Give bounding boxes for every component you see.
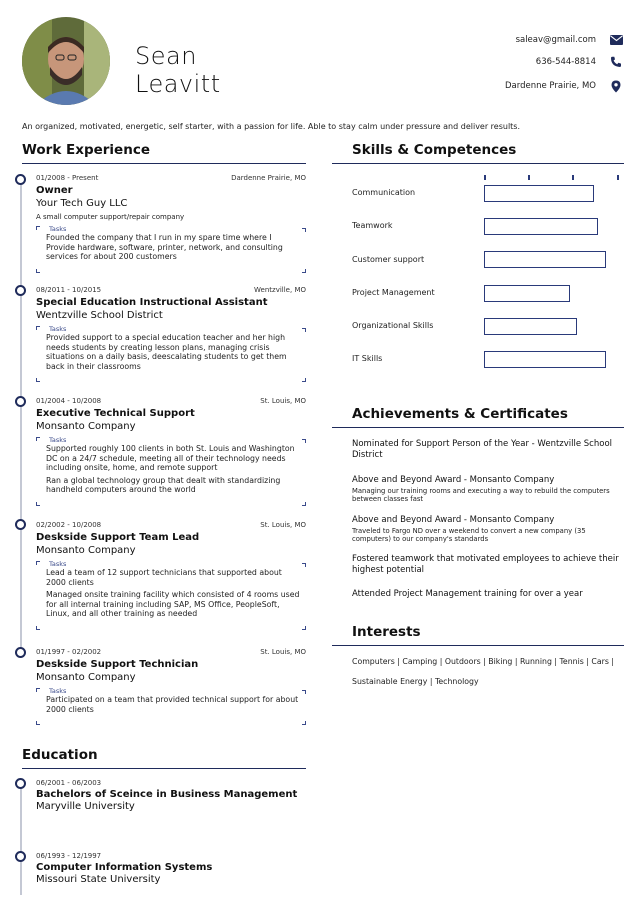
corner-bracket	[36, 502, 40, 506]
job-company: Monsanto Company	[36, 421, 136, 432]
job-location: St. Louis, MO	[260, 648, 306, 656]
job-dates: 08/2011 - 10/2015	[36, 286, 102, 294]
phone-icon	[608, 54, 624, 70]
task-item: Managed onsite training facility which consisted of 4 rooms used for all internal training including SAP, MS Office, PeopleSoft, Linux, and all other training as needed	[46, 590, 300, 618]
education-degree: Computer Information Systems	[36, 862, 213, 873]
tasks-label: Tasks	[49, 436, 67, 444]
skill-level-bar	[484, 251, 606, 268]
skill-scale-tick	[617, 175, 619, 180]
achievement-title: Nominated for Support Person of the Year - Wentzville School District	[352, 439, 613, 460]
timeline-dot	[15, 174, 26, 185]
corner-bracket	[36, 269, 40, 273]
skill-name: Communication	[352, 188, 416, 197]
job-company: Monsanto Company	[36, 545, 136, 556]
last-name: Leavitt	[135, 70, 221, 98]
contact-location	[324, 78, 624, 94]
task-item: Lead a team of 12 support technicians that supported about 2000 clients	[46, 568, 282, 587]
skill-scale-tick	[484, 175, 486, 180]
job-entry	[36, 286, 306, 382]
first-name: Sean	[135, 42, 197, 70]
phone-text[interactable]: 636-544-8814	[535, 57, 596, 67]
job-company: Wentzville School District	[36, 310, 163, 321]
corner-bracket	[36, 626, 40, 630]
job-entry	[36, 174, 306, 273]
education-rule	[22, 768, 306, 769]
corner-bracket	[302, 378, 306, 382]
achievement-item	[352, 554, 622, 576]
job-entry	[36, 648, 306, 725]
education-timeline-line	[20, 785, 22, 895]
skills-rule	[332, 163, 624, 164]
email-text[interactable]: saleav@gmail.com	[515, 35, 596, 45]
achievement-item	[352, 439, 622, 461]
tasks-label: Tasks	[49, 687, 67, 695]
achievement-detail: Managing our training rooms and executing a way to rebuild the computers between classes fast	[352, 487, 610, 503]
achievement-item	[352, 589, 622, 600]
education-dates: 06/2001 - 06/2003	[36, 779, 102, 787]
corner-bracket	[302, 502, 306, 506]
education-heading: Education	[22, 747, 98, 763]
tasks-box	[36, 687, 306, 725]
achievement-title: Above and Beyond Award - Monsanto Company	[352, 515, 555, 525]
achievement-title: Attended Project Management training for over a year	[352, 589, 583, 599]
job-title: Deskside Support Team Lead	[36, 532, 200, 543]
corner-bracket	[36, 437, 40, 441]
education-degree: Bachelors of Sceince in Business Management	[36, 789, 298, 800]
tasks-label: Tasks	[49, 225, 67, 233]
skill-name: Organizational Skills	[352, 321, 434, 330]
skill-name: Teamwork	[352, 221, 393, 230]
skill-level-bar	[484, 218, 598, 235]
job-title: Deskside Support Technician	[36, 659, 199, 670]
corner-bracket	[36, 378, 40, 382]
timeline-dot	[15, 285, 26, 296]
achievements-heading: Achievements & Certificates	[352, 406, 568, 422]
timeline-dot	[15, 851, 26, 862]
profile-summary: An organized, motivated, energetic, self starter, with a passion for life. Able to stay calm under pressure and deliver results.	[22, 122, 521, 131]
corner-bracket	[302, 328, 306, 332]
job-location: St. Louis, MO	[260, 521, 306, 529]
corner-bracket	[302, 228, 306, 232]
timeline-dot	[15, 778, 26, 789]
job-location: Dardenne Prairie, MO	[231, 174, 306, 182]
job-description: A small computer support/repair company	[36, 213, 185, 221]
corner-bracket	[36, 688, 40, 692]
skill-level-bar	[484, 285, 570, 302]
corner-bracket	[302, 721, 306, 725]
task-item: Founded the company that I run in my spare time where I Provide hardware, software, printer, network, and consulting services for about 200 customers	[46, 233, 283, 261]
education-school: Missouri State University	[36, 874, 161, 885]
job-dates: 01/2008 - Present	[36, 174, 99, 182]
corner-bracket	[302, 439, 306, 443]
skill-level-bar	[484, 351, 606, 368]
corner-bracket	[36, 721, 40, 725]
envelope-icon	[608, 32, 624, 48]
tasks-box	[36, 325, 306, 382]
job-entry	[36, 397, 306, 506]
corner-bracket	[36, 326, 40, 330]
skill-name: Customer support	[352, 255, 425, 264]
education-entry	[36, 852, 306, 885]
skill-scale-tick	[528, 175, 530, 180]
task-item: Ran a global technology group that dealt with standardizing handheld computers around the world	[46, 475, 281, 494]
skill-scale-tick	[572, 175, 574, 180]
education-dates: 06/1993 - 12/1997	[36, 852, 102, 860]
education-entry	[36, 779, 306, 812]
skill-level-bar	[484, 185, 594, 202]
achievement-title: Fostered teamwork that motivated employees to achieve their highest potential	[352, 554, 619, 575]
achievement-detail: Traveled to Fargo ND over a weekend to convert a new company (35 computers) to our company's standards	[352, 527, 586, 543]
achievement-title: Above and Beyond Award - Monsanto Company	[352, 475, 555, 485]
job-entry	[36, 521, 306, 630]
work-timeline-line	[20, 180, 22, 658]
tasks-box	[36, 225, 306, 273]
tasks-label: Tasks	[49, 560, 67, 568]
full-name	[135, 42, 221, 98]
job-dates: 01/1997 - 02/2002	[36, 648, 102, 656]
interests-heading: Interests	[352, 624, 421, 640]
job-title: Special Education Instructional Assistant	[36, 297, 268, 308]
skill-level-bar	[484, 318, 577, 335]
timeline-dot	[15, 396, 26, 407]
skill-name: Project Management	[352, 288, 435, 297]
work-experience-rule	[22, 163, 306, 164]
contact-phone[interactable]	[324, 54, 624, 70]
corner-bracket	[302, 690, 306, 694]
task-item: Supported roughly 100 clients in both St. Louis and Washington DC on a 24/7 schedule, meeting all of their technology needs including onsite, home, and remote support	[46, 444, 295, 472]
job-dates: 02/2002 - 10/2008	[36, 521, 102, 529]
job-company: Monsanto Company	[36, 672, 136, 683]
corner-bracket	[302, 269, 306, 273]
corner-bracket	[302, 563, 306, 567]
education-school: Maryville University	[36, 801, 135, 812]
task-item: Provided support to a special education teacher and her high needs students by creating lesson plans, managing crisis situations on a daily basis, deescalating students to get them back in their classrooms	[46, 333, 287, 371]
corner-bracket	[36, 226, 40, 230]
tasks-box	[36, 436, 306, 506]
corner-bracket	[36, 561, 40, 565]
location-text: Dardenne Prairie, MO	[505, 81, 596, 91]
tasks-label: Tasks	[49, 325, 67, 333]
interests-line: Computers | Camping | Outdoors | Biking | Running | Tennis | Cars |	[352, 657, 615, 666]
timeline-dot	[15, 647, 26, 658]
achievement-item	[352, 475, 622, 503]
job-dates: 01/2004 - 10/2008	[36, 397, 102, 405]
map-pin-icon	[608, 78, 624, 94]
tasks-box	[36, 560, 306, 630]
job-location: Wentzville, MO	[254, 286, 306, 294]
skill-name: IT Skills	[352, 354, 383, 363]
timeline-dot	[15, 519, 26, 530]
interests-rule	[332, 645, 624, 646]
interests-list	[352, 652, 622, 692]
job-title: Executive Technical Support	[36, 408, 195, 419]
work-experience-heading: Work Experience	[22, 142, 150, 158]
task-item: Participated on a team that provided technical support for about 2000 clients	[46, 695, 299, 714]
job-location: St. Louis, MO	[260, 397, 306, 405]
interests-line: Sustainable Energy | Technology	[352, 677, 479, 686]
job-title: Owner	[36, 185, 73, 196]
profile-photo	[22, 17, 110, 105]
achievement-item	[352, 515, 622, 543]
job-company: Your Tech Guy LLC	[36, 198, 128, 209]
skills-heading: Skills & Competences	[352, 142, 517, 158]
contact-email[interactable]	[324, 32, 624, 48]
corner-bracket	[302, 626, 306, 630]
achievements-rule	[332, 427, 624, 428]
